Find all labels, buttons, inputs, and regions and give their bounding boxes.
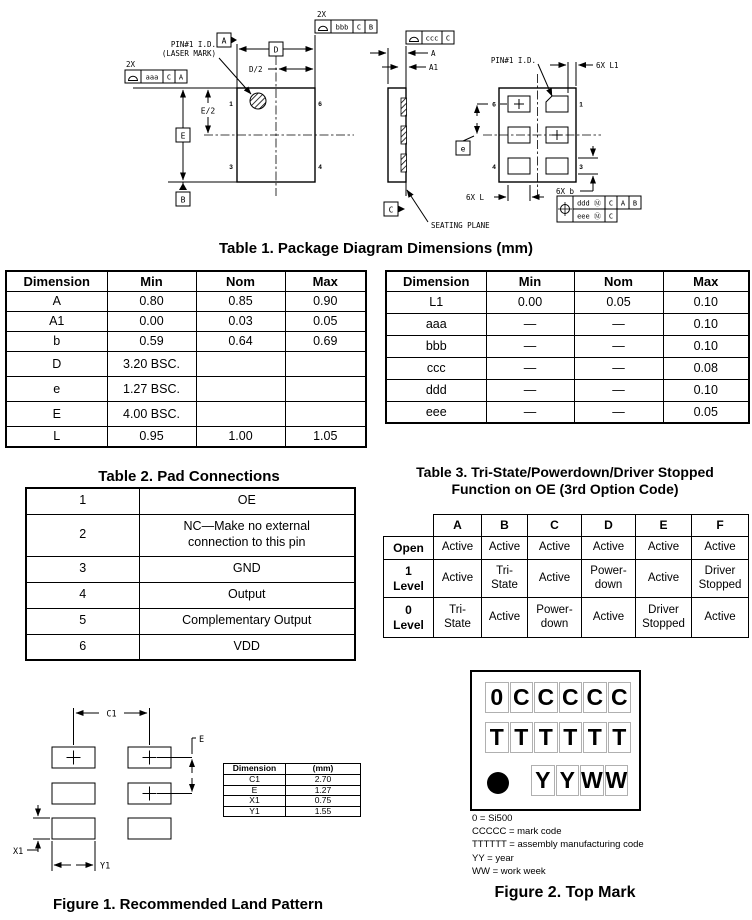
cell: Active <box>482 598 528 638</box>
table-row <box>386 271 749 291</box>
cell: 1.27 <box>286 785 361 796</box>
fcf-profile-aaa <box>125 60 187 83</box>
pad-center-marks <box>67 751 157 801</box>
dim-label-C1: C1 <box>106 709 117 720</box>
cell: 1 <box>26 488 139 514</box>
dim-label-6xL1: 6X L1 <box>596 61 619 70</box>
cell: 0.00 <box>486 291 574 313</box>
pin-number: 3 <box>579 164 583 171</box>
cell: 0.95 <box>107 426 196 447</box>
cell: bbb <box>386 335 486 357</box>
dim-label-E2: E/2 <box>200 106 216 116</box>
mark-char: T <box>608 722 632 753</box>
cell: 0.03 <box>196 311 285 331</box>
cell: 1.05 <box>285 426 366 447</box>
pad <box>401 98 407 116</box>
col-header: Min <box>486 271 574 291</box>
top-mark-legend <box>472 812 644 878</box>
qty-label: 2X <box>126 60 136 69</box>
cell: 2 <box>26 514 139 556</box>
col-header: A <box>434 515 482 537</box>
cell: Power-down <box>582 560 636 598</box>
cell: — <box>574 357 663 379</box>
col-header: Nom <box>196 271 285 291</box>
fcf-profile-bbb <box>315 10 377 33</box>
svg-text:ddd Ⓜ: ddd Ⓜ <box>577 199 601 208</box>
cell: VDD <box>139 634 355 660</box>
cell: 4 <box>26 582 139 608</box>
cell: Active <box>636 537 692 560</box>
col-header: D <box>582 515 636 537</box>
table-row <box>386 335 749 357</box>
dim-label-D2: D/2 <box>249 65 263 74</box>
dim-label-6xb: 6X b <box>556 187 575 196</box>
datum-arrow <box>179 183 187 190</box>
pad <box>401 126 407 144</box>
figure2-caption: Figure 2. Top Mark <box>494 884 636 901</box>
datum-arrow <box>231 37 237 44</box>
land-pad <box>128 818 171 839</box>
profile-symbol-icon <box>319 26 328 30</box>
col-header: E <box>636 515 692 537</box>
cell: Active <box>692 537 749 560</box>
col-header: Max <box>285 271 366 291</box>
table-row <box>26 608 355 634</box>
cell: C1 <box>224 775 286 786</box>
col-header: (mm) <box>286 764 361 775</box>
legend-line: 0 = Si500 <box>472 813 513 824</box>
cell: E <box>6 401 107 426</box>
cell: D <box>6 351 107 376</box>
table-row <box>386 401 749 423</box>
col-header: F <box>692 515 749 537</box>
row-header: 0 Level <box>384 598 434 638</box>
dim-label-A: A <box>431 49 436 58</box>
table1-right <box>385 270 750 424</box>
land-pad <box>52 818 95 839</box>
profile-symbol-icon <box>129 76 138 80</box>
land-pad <box>52 783 95 804</box>
dim-label-D: D <box>273 45 279 55</box>
svg-text:A: A <box>178 73 184 82</box>
top-mark-box <box>470 670 641 811</box>
land-pattern-dim-table <box>223 763 361 817</box>
cell: 0.10 <box>663 379 749 401</box>
cell: Driver Stopped <box>636 598 692 638</box>
mark-char: C <box>583 682 607 713</box>
dim-label-E: E <box>180 131 186 141</box>
cell: 5 <box>26 608 139 634</box>
datum-arrow <box>398 206 405 213</box>
cell: Active <box>582 598 636 638</box>
fcf-profile-ccc <box>406 31 454 44</box>
pin-number: 3 <box>229 164 233 171</box>
table-row <box>384 560 749 598</box>
cell: Active <box>434 537 482 560</box>
cell: 3 <box>26 556 139 582</box>
cell: e <box>6 376 107 401</box>
mark-char: C <box>608 682 632 713</box>
cell: A <box>6 291 107 311</box>
col-header: Nom <box>574 271 663 291</box>
profile-symbol-icon <box>410 37 419 41</box>
cell: 0.10 <box>663 335 749 357</box>
cell: L <box>6 426 107 447</box>
cell: 3.20 BSC. <box>107 351 196 376</box>
pin1-dot-icon <box>487 772 509 794</box>
table-row <box>224 764 361 775</box>
col-header: Dimension <box>6 271 107 291</box>
mark-char: Y <box>556 765 580 796</box>
datum-label-B: B <box>180 195 186 205</box>
cell: GND <box>139 556 355 582</box>
mark-char: W <box>580 765 604 796</box>
table-row <box>26 634 355 660</box>
table2-title: Table 2. Pad Connections <box>98 468 280 485</box>
cell <box>285 401 366 426</box>
svg-text:A: A <box>620 199 626 208</box>
svg-text:aaa: aaa <box>145 73 159 82</box>
dim-label-Y1: Y1 <box>100 861 111 872</box>
svg-text:B: B <box>368 23 374 32</box>
cell: Y1 <box>224 806 286 817</box>
cell <box>196 351 285 376</box>
pin-number: 6 <box>318 101 322 108</box>
cell: 0.85 <box>196 291 285 311</box>
cell: 4.00 BSC. <box>107 401 196 426</box>
cell: 0.90 <box>285 291 366 311</box>
table2-pad-connections <box>25 487 356 661</box>
cell: A1 <box>6 311 107 331</box>
pin-number: 6 <box>492 101 496 109</box>
dim-label-X1: X1 <box>13 847 24 857</box>
pin-number: 4 <box>492 164 496 171</box>
cell: 0.10 <box>663 291 749 313</box>
pad-center-marks <box>514 99 562 140</box>
table-row <box>26 556 355 582</box>
pin-number: 1 <box>579 101 583 109</box>
table3-title <box>378 464 752 498</box>
extension-lines <box>133 35 315 182</box>
col-header: Min <box>107 271 196 291</box>
dim-label-A1: A1 <box>429 63 439 72</box>
datum-label-C: C <box>388 205 394 215</box>
table-row <box>386 313 749 335</box>
cell: 0.05 <box>285 311 366 331</box>
cell: 1.00 <box>196 426 285 447</box>
col-header: B <box>482 515 528 537</box>
pin1-id-mark <box>250 93 266 109</box>
row-header: Open <box>384 537 434 560</box>
cell: Active <box>528 537 582 560</box>
col-header: C <box>528 515 582 537</box>
top-mark-row1 <box>485 682 632 713</box>
table3-title-line1: Table 3. Tri-State/Powerdown/Driver Stopped <box>416 464 714 480</box>
cell: 0.10 <box>663 313 749 335</box>
cell: NC—Make no external connection to this pin <box>139 514 355 556</box>
fcf-position <box>557 196 641 222</box>
mark-char: T <box>559 722 583 753</box>
table-row <box>6 376 366 401</box>
cell: — <box>574 379 663 401</box>
qty-label: 2X <box>317 10 327 19</box>
cell: 0.08 <box>663 357 749 379</box>
pin-number: 4 <box>318 164 322 171</box>
table-row <box>224 806 361 817</box>
package-diagram <box>0 0 752 238</box>
table-row <box>386 357 749 379</box>
cell: b <box>6 331 107 351</box>
svg-text:C: C <box>608 199 614 208</box>
cell: — <box>574 335 663 357</box>
dim-label-e: e <box>460 144 466 154</box>
legend-line: WW = work week <box>472 865 546 877</box>
mark-char: T <box>583 722 607 753</box>
pad <box>401 154 407 172</box>
table-row <box>26 582 355 608</box>
cell <box>285 351 366 376</box>
cell: Active <box>528 560 582 598</box>
cell: Active <box>482 537 528 560</box>
cell: 0.75 <box>286 796 361 807</box>
table3-title-line2: Function on OE (3rd Option Code) <box>451 481 679 497</box>
cell: 0.00 <box>107 311 196 331</box>
table3-oe-function <box>383 514 749 638</box>
cell: aaa <box>386 313 486 335</box>
table-row <box>6 401 366 426</box>
pad <box>508 158 530 174</box>
table-row <box>26 488 355 514</box>
cell: — <box>486 379 574 401</box>
cell: Complementary Output <box>139 608 355 634</box>
col-header: Max <box>663 271 749 291</box>
pad-pin1-chamfered <box>546 96 568 112</box>
top-view <box>125 10 377 206</box>
cell: — <box>486 401 574 423</box>
cell: Tri-State <box>434 598 482 638</box>
table-row <box>224 785 361 796</box>
mark-char: T <box>534 722 558 753</box>
cell: E <box>224 785 286 796</box>
cell: 2.70 <box>286 775 361 786</box>
cell: Active <box>434 560 482 598</box>
cell: X1 <box>224 796 286 807</box>
svg-text:bbb: bbb <box>335 23 349 32</box>
mark-char: C <box>559 682 583 713</box>
table1-left <box>5 270 367 448</box>
bottom-view <box>456 56 641 222</box>
cell: 0.05 <box>663 401 749 423</box>
cell: 0.59 <box>107 331 196 351</box>
cell: ddd <box>386 379 486 401</box>
mark-char: T <box>485 722 509 753</box>
cell <box>196 376 285 401</box>
cell: 0.64 <box>196 331 285 351</box>
legend-line: CCCCC = mark code <box>472 826 562 838</box>
table-row <box>386 379 749 401</box>
cell: 0.69 <box>285 331 366 351</box>
cell: 6 <box>26 634 139 660</box>
table1-title: Table 1. Package Diagram Dimensions (mm) <box>219 240 533 257</box>
mark-char: Y <box>531 765 555 796</box>
cell: — <box>574 313 663 335</box>
table-row <box>6 351 366 376</box>
svg-text:C: C <box>166 73 172 82</box>
mark-char: 0 <box>485 682 509 713</box>
row-header: 1 Level <box>384 560 434 598</box>
table-row <box>6 291 366 311</box>
table-row <box>384 598 749 638</box>
seating-plane-label: SEATING PLANE <box>431 221 490 230</box>
cell: — <box>486 357 574 379</box>
datum-label-A: A <box>221 36 227 46</box>
cell: Driver Stopped <box>692 560 749 598</box>
top-mark-row2 <box>485 722 632 753</box>
cell: — <box>574 401 663 423</box>
cell: Output <box>139 582 355 608</box>
table-row <box>224 775 361 786</box>
table-row <box>26 514 355 556</box>
table-row <box>6 271 366 291</box>
top-mark-row3 <box>531 765 629 796</box>
legend-line: TTTTTT = assembly manufacturing code <box>472 839 644 851</box>
cell: Tri-State <box>482 560 528 598</box>
pin1-callout: PIN#1 I.D. <box>490 56 536 65</box>
cell: 0.05 <box>574 291 663 313</box>
pin-number: 1 <box>229 101 233 108</box>
cell: — <box>486 313 574 335</box>
cell <box>285 376 366 401</box>
svg-text:B: B <box>632 199 638 208</box>
cell: L1 <box>386 291 486 313</box>
cell: Active <box>692 598 749 638</box>
legend-line: YY = year <box>472 852 514 864</box>
table-row <box>386 291 749 313</box>
corner-cell <box>384 515 434 537</box>
cell: Active <box>582 537 636 560</box>
figure1-caption: Figure 1. Recommended Land Pattern <box>52 896 324 913</box>
dim-label-E: E <box>199 735 205 745</box>
pad <box>546 158 568 174</box>
cell: Power-down <box>528 598 582 638</box>
table-row <box>384 537 749 560</box>
mark-char: W <box>605 765 629 796</box>
cell: — <box>486 335 574 357</box>
land-pattern <box>13 708 204 872</box>
cell <box>196 401 285 426</box>
dim-label-6xL: 6X L <box>466 193 485 202</box>
svg-text:C: C <box>608 212 614 221</box>
col-header: Dimension <box>386 271 486 291</box>
mark-char: C <box>510 682 534 713</box>
svg-text:C: C <box>445 34 451 43</box>
cell: OE <box>139 488 355 514</box>
cell: 1.27 BSC. <box>107 376 196 401</box>
col-header: Dimension <box>224 764 286 775</box>
cell: 1.55 <box>286 806 361 817</box>
svg-text:eee Ⓜ: eee Ⓜ <box>577 212 601 221</box>
table-row <box>224 796 361 807</box>
table-row <box>6 331 366 351</box>
cell: eee <box>386 401 486 423</box>
table-row <box>384 515 749 537</box>
svg-text:ccc: ccc <box>425 34 439 43</box>
mark-char: T <box>510 722 534 753</box>
pin1-callout: PIN#1 I.D. <box>170 40 216 49</box>
svg-text:C: C <box>356 23 362 32</box>
pin1-callout: (LASER MARK) <box>161 49 216 58</box>
cell: ccc <box>386 357 486 379</box>
cell: 0.80 <box>107 291 196 311</box>
table-row <box>6 311 366 331</box>
cell: Active <box>636 560 692 598</box>
table-row <box>6 426 366 447</box>
mark-char: C <box>534 682 558 713</box>
